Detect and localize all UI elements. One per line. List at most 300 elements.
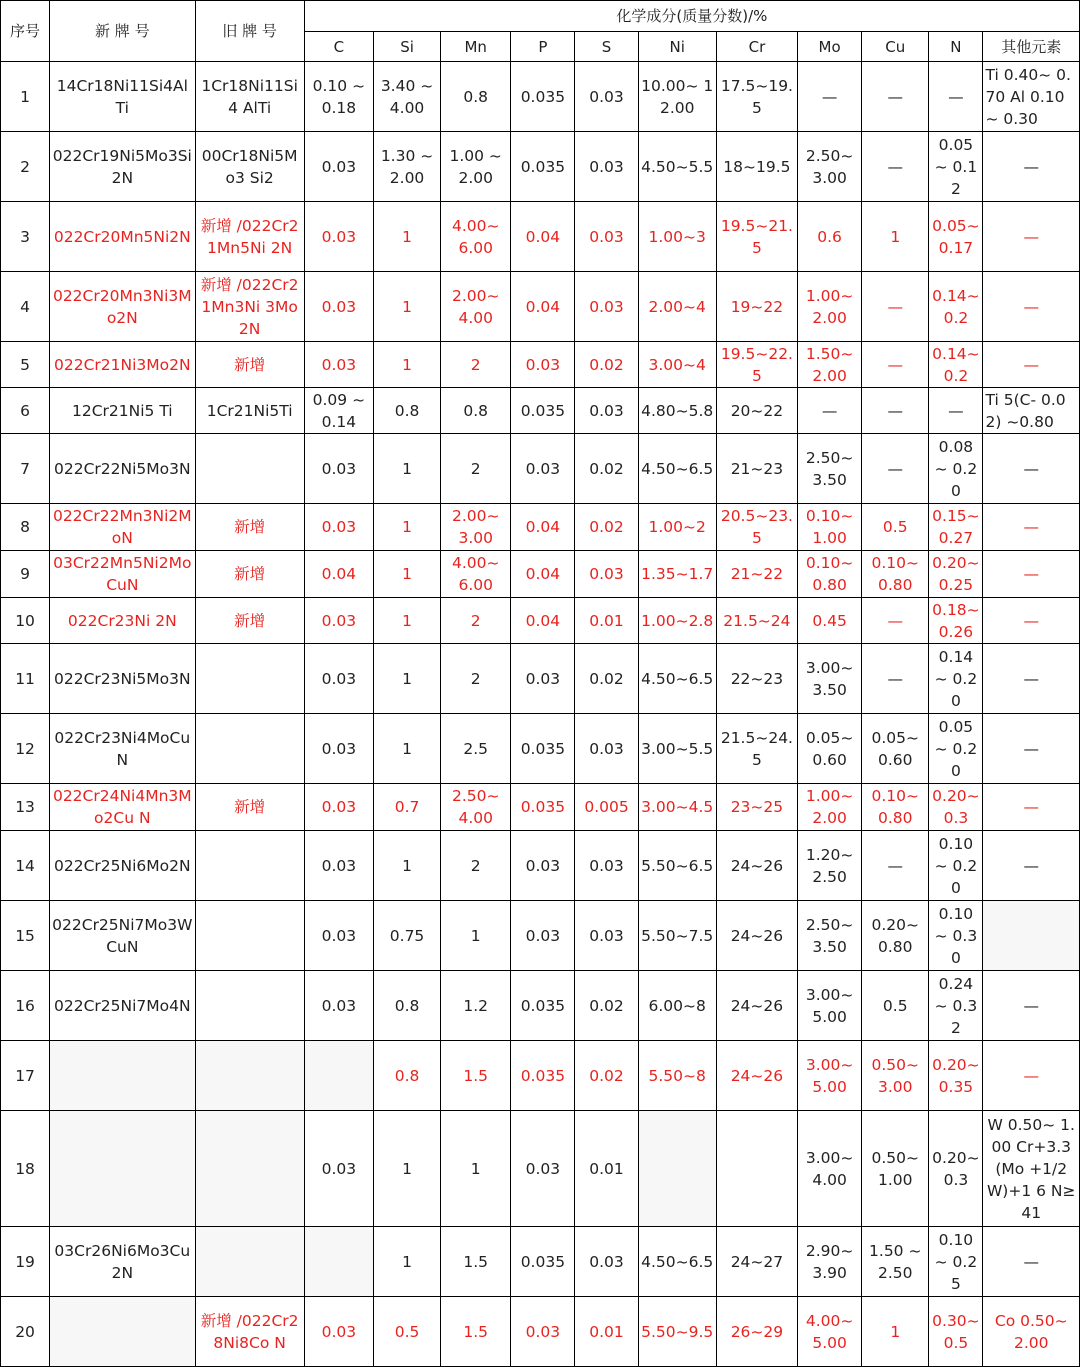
table-cell	[195, 831, 304, 901]
table-cell	[304, 1227, 373, 1297]
table-cell: 0.03	[304, 1111, 373, 1227]
table-cell: 3.00~ 3.50	[798, 644, 862, 714]
table-cell: 0.03	[304, 644, 373, 714]
table-row	[1, 504, 1080, 551]
table-cell: —	[983, 342, 1080, 388]
table-row	[1, 388, 1080, 434]
table-cell: 0.03	[304, 1297, 373, 1367]
table-cell: 0.10~ 1.00	[798, 504, 862, 551]
table-cell: 0.14 ~ 0.20	[929, 644, 983, 714]
table-cell: 0.03	[575, 272, 638, 342]
table-cell: 0.10 ~ 0.30	[929, 901, 983, 971]
table-cell: 10.00~ 12.00	[638, 62, 716, 132]
table-cell: 15	[1, 901, 50, 971]
table-cell	[638, 1111, 716, 1227]
table-cell: —	[929, 388, 983, 434]
header-element: Cr	[716, 32, 797, 62]
table-cell: 6	[1, 388, 50, 434]
table-row	[1, 784, 1080, 831]
table-cell: —	[983, 132, 1080, 202]
table-cell: 022Cr23Ni5Mo3N	[50, 644, 195, 714]
table-cell: 新增 /022Cr28Ni8Co N	[195, 1297, 304, 1367]
table-cell: 2.00~ 3.00	[441, 504, 511, 551]
table-cell: 0.03	[575, 1227, 638, 1297]
table-cell: 3.00~ 5.00	[798, 971, 862, 1041]
table-cell: 0.035	[511, 132, 575, 202]
table-cell: 3.00~ 5.00	[798, 1041, 862, 1111]
table-cell: 0.03	[511, 342, 575, 388]
table-cell: —	[983, 1227, 1080, 1297]
table-cell: 0.10~ 0.80	[862, 551, 929, 598]
table-cell: 1.00 ~2.00	[441, 132, 511, 202]
table-cell: 1.00~2.8	[638, 598, 716, 644]
header-seq: 序号	[1, 1, 50, 62]
table-cell: 0.04	[304, 551, 373, 598]
table-cell: 4.00~ 6.00	[441, 202, 511, 272]
table-cell	[195, 901, 304, 971]
table-cell: 0.03	[304, 901, 373, 971]
table-cell: 0.03	[304, 831, 373, 901]
table-cell: 0.20~ 0.25	[929, 551, 983, 598]
table-cell: 1.00~2	[638, 504, 716, 551]
table-cell: —	[862, 132, 929, 202]
table-cell: 1Cr18Ni11Si4 AlTi	[195, 62, 304, 132]
table-cell: 022Cr25Ni7Mo3WCuN	[50, 901, 195, 971]
table-cell: 16	[1, 971, 50, 1041]
table-cell: —	[983, 202, 1080, 272]
table-cell	[716, 1111, 797, 1227]
table-cell: 24~26	[716, 971, 797, 1041]
table-row	[1, 831, 1080, 901]
table-cell: 0.04	[511, 551, 575, 598]
table-row	[1, 551, 1080, 598]
table-cell: 4.50~6.5	[638, 644, 716, 714]
table-cell: 0.14~ 0.2	[929, 272, 983, 342]
table-cell: 19	[1, 1227, 50, 1297]
table-cell: 3	[1, 202, 50, 272]
table-cell: 1	[373, 714, 440, 784]
table-cell: 0.15~ 0.27	[929, 504, 983, 551]
table-cell: 19.5~21.5	[716, 202, 797, 272]
table-cell: 21.5~24.5	[716, 714, 797, 784]
table-cell: 0.8	[373, 388, 440, 434]
table-cell: 2.50~ 3.50	[798, 901, 862, 971]
table-cell: 0.035	[511, 1041, 575, 1111]
table-cell: 0.035	[511, 714, 575, 784]
table-cell: —	[862, 272, 929, 342]
table-cell: 2.00~ 4.00	[441, 272, 511, 342]
table-cell: 0.03	[575, 388, 638, 434]
table-cell: 00Cr18Ni5Mo3 Si2	[195, 132, 304, 202]
table-row	[1, 598, 1080, 644]
table-cell: 8	[1, 504, 50, 551]
table-cell: 0.8	[373, 1041, 440, 1111]
table-cell: 1.00~3	[638, 202, 716, 272]
table-cell: —	[798, 62, 862, 132]
table-cell: 2.50~ 3.00	[798, 132, 862, 202]
table-cell: 12Cr21Ni5 Ti	[50, 388, 195, 434]
table-cell: 1	[373, 831, 440, 901]
table-cell: 1.5	[441, 1041, 511, 1111]
table-cell: 1	[373, 551, 440, 598]
table-row	[1, 62, 1080, 132]
table-cell: 0.04	[511, 272, 575, 342]
table-cell: 0.02	[575, 644, 638, 714]
table-row	[1, 1297, 1080, 1367]
table-cell	[195, 971, 304, 1041]
table-cell: 3.40 ~ 4.00	[373, 62, 440, 132]
table-cell: —	[862, 388, 929, 434]
table-row	[1, 132, 1080, 202]
table-cell: 2.50~ 4.00	[441, 784, 511, 831]
table-cell: 0.03	[304, 504, 373, 551]
table-cell: 0.04	[511, 202, 575, 272]
table-cell: 11	[1, 644, 50, 714]
header-element: Mn	[441, 32, 511, 62]
table-cell: 0.05~ 0.60	[862, 714, 929, 784]
table-cell: 4	[1, 272, 50, 342]
table-cell: 新增 /022Cr21Mn5Ni 2N	[195, 202, 304, 272]
table-cell: 1Cr21Ni5Ti	[195, 388, 304, 434]
table-cell: 1	[373, 598, 440, 644]
table-cell: 0.03	[575, 831, 638, 901]
table-cell: 1	[862, 202, 929, 272]
table-cell: —	[983, 714, 1080, 784]
table-cell: 0.03	[304, 132, 373, 202]
table-cell: 1.5	[441, 1297, 511, 1367]
table-cell: 1	[373, 342, 440, 388]
table-row	[1, 644, 1080, 714]
table-cell: 1	[373, 434, 440, 504]
table-cell: 022Cr22Mn3Ni2MoN	[50, 504, 195, 551]
table-cell: 022Cr24Ni4Mn3Mo2Cu N	[50, 784, 195, 831]
table-cell	[50, 1041, 195, 1111]
table-cell: —	[983, 971, 1080, 1041]
table-cell: 0.10 ~0.18	[304, 62, 373, 132]
table-cell	[195, 1227, 304, 1297]
table-cell: —	[983, 551, 1080, 598]
table-cell: 24~26	[716, 901, 797, 971]
table-cell: 0.035	[511, 1227, 575, 1297]
header-element: Cu	[862, 32, 929, 62]
table-cell: 5.50~9.5	[638, 1297, 716, 1367]
header-old-grade: 旧 牌 号	[195, 1, 304, 62]
table-cell: 0.02	[575, 504, 638, 551]
table-cell: 0.8	[373, 971, 440, 1041]
table-cell: 20	[1, 1297, 50, 1367]
table-cell: 1.00~ 2.00	[798, 784, 862, 831]
table-cell: 21.5~24	[716, 598, 797, 644]
table-cell: Co 0.50~ 2.00	[983, 1297, 1080, 1367]
table-cell: 新增 /022Cr21Mn3Ni 3Mo2N	[195, 272, 304, 342]
table-cell: 0.02	[575, 342, 638, 388]
table-cell: 23~25	[716, 784, 797, 831]
table-cell: 0.03	[304, 714, 373, 784]
table-cell: 0.24 ~ 0.32	[929, 971, 983, 1041]
table-cell: 0.18~ 0.26	[929, 598, 983, 644]
table-cell: Ti 5(C- 0.02) ~0.80	[983, 388, 1080, 434]
table-cell: 0.03	[511, 644, 575, 714]
table-cell: 0.10~ 0.80	[862, 784, 929, 831]
table-cell: 5	[1, 342, 50, 388]
table-cell: —	[983, 784, 1080, 831]
table-cell: 0.5	[862, 971, 929, 1041]
table-cell: 1	[373, 272, 440, 342]
table-cell: 7	[1, 434, 50, 504]
table-cell: 1.5	[441, 1227, 511, 1297]
table-cell: 0.04	[511, 504, 575, 551]
table-cell: —	[983, 831, 1080, 901]
table-cell: 0.8	[441, 388, 511, 434]
table-cell: 0.005	[575, 784, 638, 831]
header-new-grade: 新 牌 号	[50, 1, 195, 62]
table-cell: 0.10 ~ 0.25	[929, 1227, 983, 1297]
table-row	[1, 901, 1080, 971]
table-cell: 0.8	[441, 62, 511, 132]
table-cell: W 0.50~ 1.00 Cr+3.3(Mo +1/2W)+1 6 N≥41	[983, 1111, 1080, 1227]
table-cell	[983, 901, 1080, 971]
table-cell	[50, 1297, 195, 1367]
table-cell: 2.00~4	[638, 272, 716, 342]
table-cell: 4.50~5.5	[638, 132, 716, 202]
table-cell: 4.00~ 6.00	[441, 551, 511, 598]
table-cell: 022Cr22Ni5Mo3N	[50, 434, 195, 504]
table-cell: 1	[373, 1227, 440, 1297]
table-cell: 2.5	[441, 714, 511, 784]
table-cell: —	[862, 342, 929, 388]
table-cell: 1	[441, 1111, 511, 1227]
header-element: C	[304, 32, 373, 62]
table-row	[1, 971, 1080, 1041]
table-cell: —	[983, 272, 1080, 342]
table-cell: 0.03	[304, 202, 373, 272]
table-cell: 1	[1, 62, 50, 132]
table-cell: 2	[441, 434, 511, 504]
table-row	[1, 342, 1080, 388]
table-cell: 12	[1, 714, 50, 784]
table-cell: 0.035	[511, 971, 575, 1041]
table-cell: 0.01	[575, 1111, 638, 1227]
table-cell: 0.035	[511, 62, 575, 132]
table-cell: 0.03	[511, 1297, 575, 1367]
table-cell: 17	[1, 1041, 50, 1111]
table-cell: 0.03	[304, 272, 373, 342]
table-cell: 2.50~ 3.50	[798, 434, 862, 504]
table-cell: 0.01	[575, 1297, 638, 1367]
table-cell: 19.5~22.5	[716, 342, 797, 388]
table-cell: 4.80~5.8	[638, 388, 716, 434]
table-cell: 022Cr21Ni3Mo2N	[50, 342, 195, 388]
table-cell: 0.20~ 0.80	[862, 901, 929, 971]
table-cell	[195, 1111, 304, 1227]
table-cell: 4.50~6.5	[638, 434, 716, 504]
header-element: Ni	[638, 32, 716, 62]
table-cell	[50, 1111, 195, 1227]
table-cell: 2	[441, 831, 511, 901]
table-cell: 24~26	[716, 831, 797, 901]
table-cell: 0.03	[304, 598, 373, 644]
table-cell: 4.00~ 5.00	[798, 1297, 862, 1367]
table-cell: 1	[441, 901, 511, 971]
table-cell	[195, 434, 304, 504]
table-cell: 0.02	[575, 971, 638, 1041]
table-cell: 20~22	[716, 388, 797, 434]
table-cell: 0.03	[575, 62, 638, 132]
table-cell: 9	[1, 551, 50, 598]
header-composition: 化学成分(质量分数)/%	[304, 1, 1079, 32]
table-cell: 0.01	[575, 598, 638, 644]
table-cell: 0.7	[373, 784, 440, 831]
table-cell: 0.10~ 0.80	[798, 551, 862, 598]
table-cell: 0.05~ 0.60	[798, 714, 862, 784]
table-cell: 022Cr23Ni 2N	[50, 598, 195, 644]
table-cell: 0.30~ 0.5	[929, 1297, 983, 1367]
table-cell: 1	[373, 202, 440, 272]
table-cell: 14Cr18Ni11Si4AlTi	[50, 62, 195, 132]
table-cell: 0.05~ 0.17	[929, 202, 983, 272]
table-cell: 0.20~ 0.35	[929, 1041, 983, 1111]
table-cell: 0.09 ~0.14	[304, 388, 373, 434]
table-cell: 0.5	[862, 504, 929, 551]
table-cell: 022Cr23Ni4MoCuN	[50, 714, 195, 784]
table-cell: 0.20~ 0.3	[929, 1111, 983, 1227]
table-cell: 3.00~4.5	[638, 784, 716, 831]
table-cell: 14	[1, 831, 50, 901]
table-cell: 1.35~1.7	[638, 551, 716, 598]
table-cell: 10	[1, 598, 50, 644]
table-cell: —	[983, 434, 1080, 504]
table-cell: 1.50 ~2.50	[862, 1227, 929, 1297]
table-cell: 5.50~7.5	[638, 901, 716, 971]
table-cell: 1.2	[441, 971, 511, 1041]
table-cell: 17.5~19.5	[716, 62, 797, 132]
table-cell: 0.03	[575, 551, 638, 598]
table-row	[1, 1227, 1080, 1297]
header-element: S	[575, 32, 638, 62]
table-cell: 022Cr25Ni7Mo4N	[50, 971, 195, 1041]
table-cell: 0.05 ~ 0.20	[929, 714, 983, 784]
table-cell: 0.03	[511, 831, 575, 901]
table-cell: 26~29	[716, 1297, 797, 1367]
table-cell: 6.00~8	[638, 971, 716, 1041]
table-cell: 2	[441, 342, 511, 388]
table-cell: 21~22	[716, 551, 797, 598]
table-cell: 0.03	[304, 434, 373, 504]
table-cell: 2	[1, 132, 50, 202]
table-cell: 0.03	[511, 434, 575, 504]
table-cell: 03Cr26Ni6Mo3Cu2N	[50, 1227, 195, 1297]
table-cell: 03Cr22Mn5Ni2MoCuN	[50, 551, 195, 598]
table-cell: 1.20~ 2.50	[798, 831, 862, 901]
table-cell: 0.20~ 0.3	[929, 784, 983, 831]
table-cell: 022Cr20Mn3Ni3Mo2N	[50, 272, 195, 342]
table-cell	[195, 714, 304, 784]
table-cell: 0.02	[575, 1041, 638, 1111]
table-cell: 18	[1, 1111, 50, 1227]
table-cell: 0.5	[373, 1297, 440, 1367]
table-cell: 3.00~4	[638, 342, 716, 388]
table-cell: 21~23	[716, 434, 797, 504]
table-cell: 24~26	[716, 1041, 797, 1111]
table-cell: 0.05 ~ 0.12	[929, 132, 983, 202]
table-cell: 0.10 ~ 0.20	[929, 831, 983, 901]
table-cell: 3.00~ 4.00	[798, 1111, 862, 1227]
table-cell: 0.03	[511, 901, 575, 971]
table-cell: 1.00~ 2.00	[798, 272, 862, 342]
table-row	[1, 434, 1080, 504]
header-element: N	[929, 32, 983, 62]
table-cell: 1	[373, 504, 440, 551]
table-cell: 22~23	[716, 644, 797, 714]
table-cell: 0.035	[511, 388, 575, 434]
table-cell: —	[983, 504, 1080, 551]
table-cell: 0.03	[304, 784, 373, 831]
header-element: 其他元素	[983, 32, 1080, 62]
table-cell: —	[862, 644, 929, 714]
table-row	[1, 1041, 1080, 1111]
table-cell: 20.5~23.5	[716, 504, 797, 551]
table-row	[1, 202, 1080, 272]
table-cell: 5.50~6.5	[638, 831, 716, 901]
table-cell: 1	[862, 1297, 929, 1367]
table-cell: —	[929, 62, 983, 132]
table-cell: 新增	[195, 784, 304, 831]
table-cell: 新增	[195, 598, 304, 644]
table-cell: 022Cr19Ni5Mo3Si2N	[50, 132, 195, 202]
table-cell: 0.08 ~ 0.20	[929, 434, 983, 504]
table-cell: 0.50~ 3.00	[862, 1041, 929, 1111]
table-cell: 0.04	[511, 598, 575, 644]
table-cell: 13	[1, 784, 50, 831]
table-cell: 4.50~6.5	[638, 1227, 716, 1297]
table-cell: 18~19.5	[716, 132, 797, 202]
table-cell: —	[862, 598, 929, 644]
table-cell: 2	[441, 598, 511, 644]
header-element: Si	[373, 32, 440, 62]
table-cell: 1	[373, 644, 440, 714]
table-cell: 0.03	[575, 901, 638, 971]
table-cell: —	[862, 62, 929, 132]
table-cell: 5.50~8	[638, 1041, 716, 1111]
table-cell: 2.90~ 3.90	[798, 1227, 862, 1297]
table-row	[1, 714, 1080, 784]
table-cell: —	[862, 831, 929, 901]
table-cell: 0.03	[575, 714, 638, 784]
table-cell: 0.035	[511, 784, 575, 831]
table-cell: 1.30 ~ 2.00	[373, 132, 440, 202]
table-cell: —	[983, 1041, 1080, 1111]
table-cell: 24~27	[716, 1227, 797, 1297]
table-cell: —	[983, 644, 1080, 714]
table-cell: 新增	[195, 504, 304, 551]
table-cell: 022Cr25Ni6Mo2N	[50, 831, 195, 901]
table-cell: 新增	[195, 342, 304, 388]
table-cell: 0.03	[511, 1111, 575, 1227]
table-cell: 0.45	[798, 598, 862, 644]
table-cell: 0.6	[798, 202, 862, 272]
table-cell: 0.03	[575, 132, 638, 202]
table-cell: 0.75	[373, 901, 440, 971]
table-row	[1, 1111, 1080, 1227]
table-cell: 0.02	[575, 434, 638, 504]
table-cell	[304, 1041, 373, 1111]
table-cell: 0.03	[304, 971, 373, 1041]
table-cell: 19~22	[716, 272, 797, 342]
header-element: P	[511, 32, 575, 62]
table-cell: 022Cr20Mn5Ni2N	[50, 202, 195, 272]
table-cell: —	[983, 598, 1080, 644]
table-cell: 0.03	[575, 202, 638, 272]
